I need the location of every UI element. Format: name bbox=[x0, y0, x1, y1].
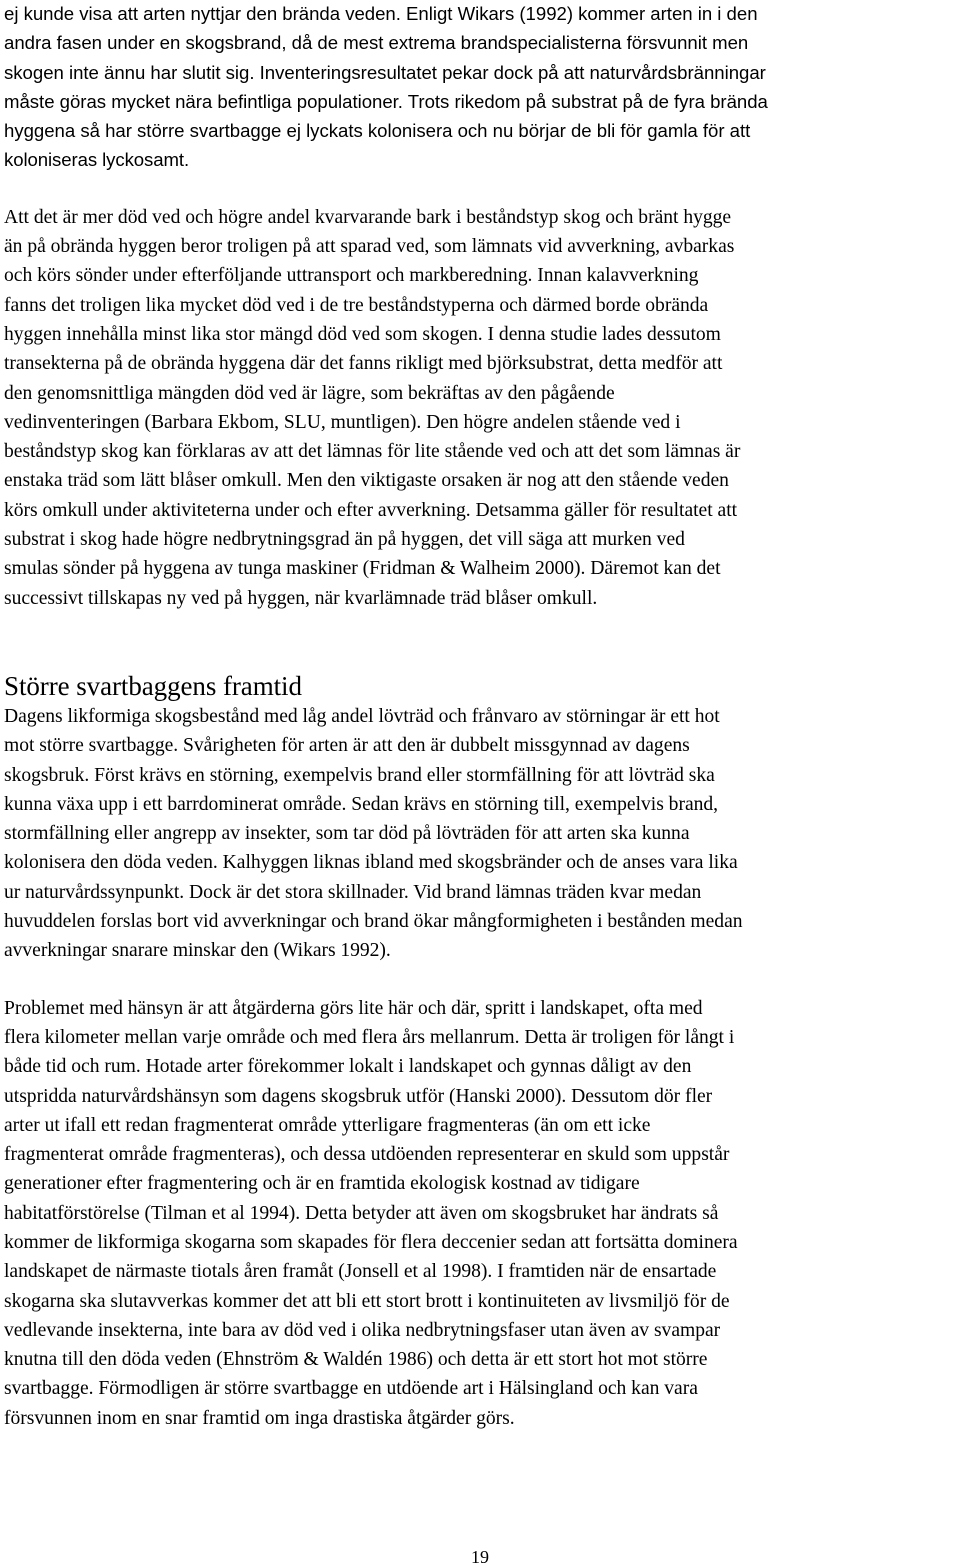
text-line: måste göras mycket nära befintliga populationer. Trots rikedom på substrat på de fyra brända bbox=[4, 90, 768, 112]
text-line: smulas sönder på hyggena av tunga maskiner (Fridman & Walheim 2000). Däremot kan det bbox=[4, 558, 721, 580]
text-line: och körs sönder under efterföljande uttransport och markberedning. Innan kalavverkning bbox=[4, 265, 699, 287]
text-line: den genomsnittliga mängden död ved är lägre, som bekräftas av den pågående bbox=[4, 382, 615, 404]
paragraph-dead-wood-analysis bbox=[4, 203, 960, 613]
text-line: avverkningar snarare minskar den (Wikars 1992). bbox=[4, 940, 391, 962]
text-line: fanns det troligen lika mycket död ved i de tre beståndstyperna och därmed borde obrända bbox=[4, 294, 709, 316]
text-line: körs omkull under aktiviteterna under och efter avverkning. Detsamma gäller för resultatet att bbox=[4, 499, 738, 521]
text-line: substrat i skog hade högre nedbrytningsgrad än på hyggen, det vill säga att murken ved bbox=[4, 529, 685, 551]
paragraph-wood-usage bbox=[4, 0, 960, 175]
text-line: både tid och rum. Hotade arter förekommer lokalt i landskapet och gynnas dåligt av den bbox=[4, 1056, 692, 1078]
text-line: huvuddelen forslas bort vid avverkningar och brand ökar mångformigheten i bestånden medan bbox=[4, 911, 743, 933]
text-line: skogsbruk. Först krävs en störning, exempelvis brand eller stormfällning för att lövträd ska bbox=[4, 764, 715, 786]
text-line: habitatförstörelse (Tilman et al 1994). Detta betyder att även om skogsbruket har ändrats så bbox=[4, 1202, 719, 1224]
page-number: 19 bbox=[471, 1547, 489, 1567]
text-line: hyggena så har större svartbagge ej lyckats kolonisera och nu börjar de bli för gamla för att bbox=[4, 120, 751, 142]
text-line: ur naturvårdssynpunkt. Dock är det stora skillnader. Vid brand lämnas träden kvar medan bbox=[4, 881, 702, 903]
text-line: arter ut ifall ett redan fragmenterat område ytterligare fragmenteras (än om ett icke bbox=[4, 1114, 651, 1136]
text-line: generationer efter fragmentering och är en framtida ekologisk kostnad av tidigare bbox=[4, 1173, 640, 1195]
text-line: flera kilometer mellan varje område och med flera års mellanrum. Detta är troligen för långt i bbox=[4, 1026, 735, 1048]
text-line: successivt tillskapas ny ved på hyggen, när kvarlämnade träd blåser omkull. bbox=[4, 587, 598, 609]
text-line: transekterna på de obrända hyggena där det fanns rikligt med björksubstrat, detta medför att bbox=[4, 353, 723, 375]
text-line: enstaka träd som lätt blåser omkull. Men den viktigaste orsaken är nog att den stående veden bbox=[4, 470, 729, 492]
text-line: Att det är mer död ved och högre andel kvarvarande bark i beståndstyp skog och bränt hygge bbox=[4, 206, 732, 228]
text-line: än på obrända hyggen beror troligen på att sparad ved, som lämnats vid avverkning, avbarkas bbox=[4, 236, 735, 258]
section-heading: Större svartbaggens framtid bbox=[4, 670, 302, 701]
text-line: hyggen innehålla minst lika stor mängd död ved som skogen. I denna studie lades dessutom bbox=[4, 323, 721, 345]
text-line: knutna till den döda veden (Ehnström & Waldén 1986) och detta är ett stort hot mot större bbox=[4, 1349, 708, 1371]
text-line: koloniseras lyckosamt. bbox=[4, 149, 190, 171]
document-page bbox=[4, 0, 960, 1433]
text-line: Problemet med hänsyn är att åtgärderna görs lite här och där, spritt i landskapet, ofta med bbox=[4, 997, 703, 1019]
text-line: Dagens likformiga skogsbestånd med låg andel lövträd och frånvaro av störningar är ett hot bbox=[4, 705, 720, 727]
text-line: kolonisera den döda veden. Kalhyggen liknas ibland med skogsbränder och de anses vara lika bbox=[4, 852, 738, 874]
text-line: utspridda naturvårdshänsyn som dagens skogsbruk utför (Hanski 2000). Dessutom dör fler bbox=[4, 1085, 713, 1107]
text-line: fragmenterat område fragmenteras), och dessa utdöenden representerar en skuld som uppstår bbox=[4, 1144, 730, 1166]
paragraph-fragmentation bbox=[4, 994, 960, 1433]
text-line: vedinventeringen (Barbara Ekbom, SLU, muntligen). Den högre andelen stående ved i bbox=[4, 411, 681, 433]
text-line: försvunnen inom en snar framtid om inga drastiska åtgärder görs. bbox=[4, 1407, 515, 1429]
text-line: beståndstyp skog kan förklaras av att det lämnas för lite stående ved och att det som lämnas är bbox=[4, 441, 741, 463]
text-line: landskapet de närmaste tiotals åren framåt (Jonsell et al 1998). I framtiden när de ensartade bbox=[4, 1261, 717, 1283]
text-line: svartbagge. Förmodligen är större svartbagge en utdöende art i Hälsingland och kan vara bbox=[4, 1378, 698, 1400]
text-line: kommer de likformiga skogarna som skapades för flera deccenier sedan att fortsätta dominera bbox=[4, 1231, 738, 1253]
text-line: ej kunde visa att arten nyttjar den brända veden. Enligt Wikars (1992) kommer arten in i den bbox=[4, 3, 758, 24]
text-line: vedlevande insekterna, inte bara av död ved i olika nedbrytningsfaser utan även av svampar bbox=[4, 1319, 721, 1341]
text-line: mot större svartbagge. Svårigheten för arten är att den är dubbelt missgynnad av dagens bbox=[4, 735, 690, 757]
text-line: stormfällning eller angrepp av insekter, som tar död på lövträden för att arten ska kunna bbox=[4, 823, 690, 845]
text-line: kunna växa upp i ett barrdominerat område. Sedan krävs en störning till, exempelvis brand, bbox=[4, 793, 719, 815]
text-line: andra fasen under en skogsbrand, då de mest extrema brandspecialisterna försvunnit men bbox=[4, 32, 749, 54]
paragraph-forest-threat bbox=[4, 702, 960, 966]
text-line: skogen inte ännu har slutit sig. Inventeringsresultatet pekar dock på att naturvårdsbränningar bbox=[4, 61, 766, 83]
text-line: skogarna ska slutavverkas kommer det att bli ett stort brott i kontinuiteten av livsmiljö för de bbox=[4, 1290, 730, 1312]
